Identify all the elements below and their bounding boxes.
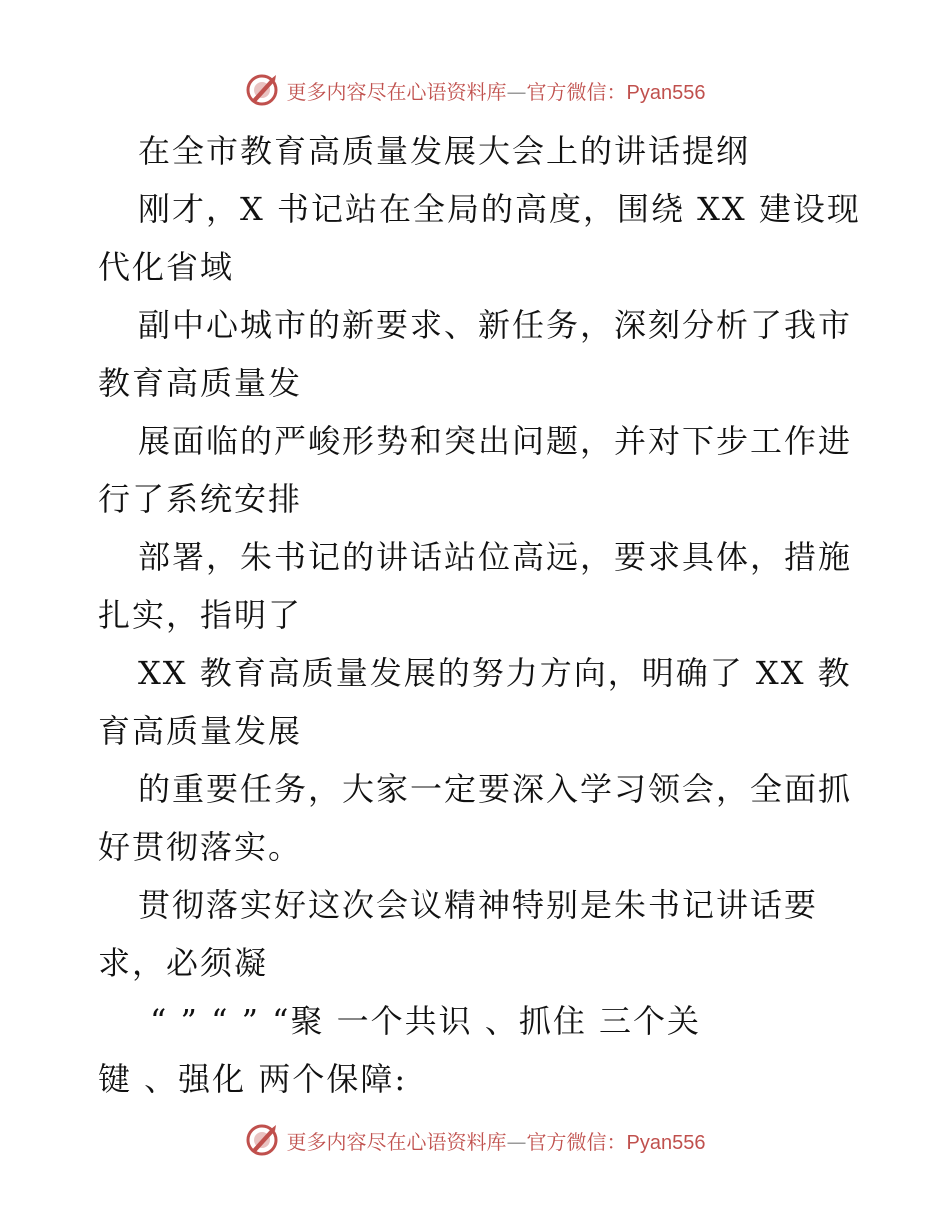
paragraph-line: 键 、强化 两个保障: xyxy=(98,1060,408,1098)
paragraph-line: 扎实，指明了 xyxy=(98,596,303,634)
header-banner xyxy=(0,70,950,110)
paragraph-line: 育高质量发展 xyxy=(98,712,303,750)
banner-wechat-id: Pyan556 xyxy=(626,81,706,104)
document-title: 在全市教育高质量发展大会上的讲话提纲 xyxy=(138,132,751,170)
banner-title: 更多内容尽在心语资料库 xyxy=(286,79,507,104)
document-body xyxy=(98,122,861,1108)
paragraph-line: 行了系统安排 xyxy=(98,480,303,518)
banner-title: 更多内容尽在心语资料库 xyxy=(286,1129,507,1154)
banner-dash: — xyxy=(506,79,527,104)
paragraph-line: 求，必须凝 xyxy=(98,944,269,982)
footer-banner xyxy=(0,1120,950,1160)
banner-wechat-label: 官方微信： xyxy=(526,1129,627,1154)
quill-logo-icon xyxy=(245,73,279,107)
paragraph-line: 的重要任务，大家一定要深入学习领会，全面抓 xyxy=(138,770,853,808)
paragraph-line: 刚才，X 书记站在全局的高度，围绕 XX 建设现 xyxy=(138,190,861,228)
banner-wechat-id: Pyan556 xyxy=(626,1131,706,1154)
paragraph-line: “ ” “ ” “聚 一个共识 、抓住 三个关 xyxy=(150,1002,702,1040)
paragraph-line: 好贯彻落实。 xyxy=(98,828,303,866)
paragraph-line: 展面临的严峻形势和突出问题，并对下步工作进 xyxy=(138,422,853,460)
paragraph-line: 部署，朱书记的讲话站位高远，要求具体，措施 xyxy=(138,538,853,576)
paragraph-line: 副中心城市的新要求、新任务，深刻分析了我市 xyxy=(138,306,853,344)
paragraph-line: 教育高质量发 xyxy=(98,364,303,402)
paragraph-line: 代化省域 xyxy=(98,248,235,286)
banner-dash: — xyxy=(506,1129,527,1154)
paragraph-line: XX 教育高质量发展的努力方向，明确了 XX 教 xyxy=(138,654,852,692)
quill-logo-icon xyxy=(245,1123,279,1157)
paragraph-line: 贯彻落实好这次会议精神特别是朱书记讲话要 xyxy=(138,886,819,924)
banner-wechat-label: 官方微信： xyxy=(526,79,627,104)
